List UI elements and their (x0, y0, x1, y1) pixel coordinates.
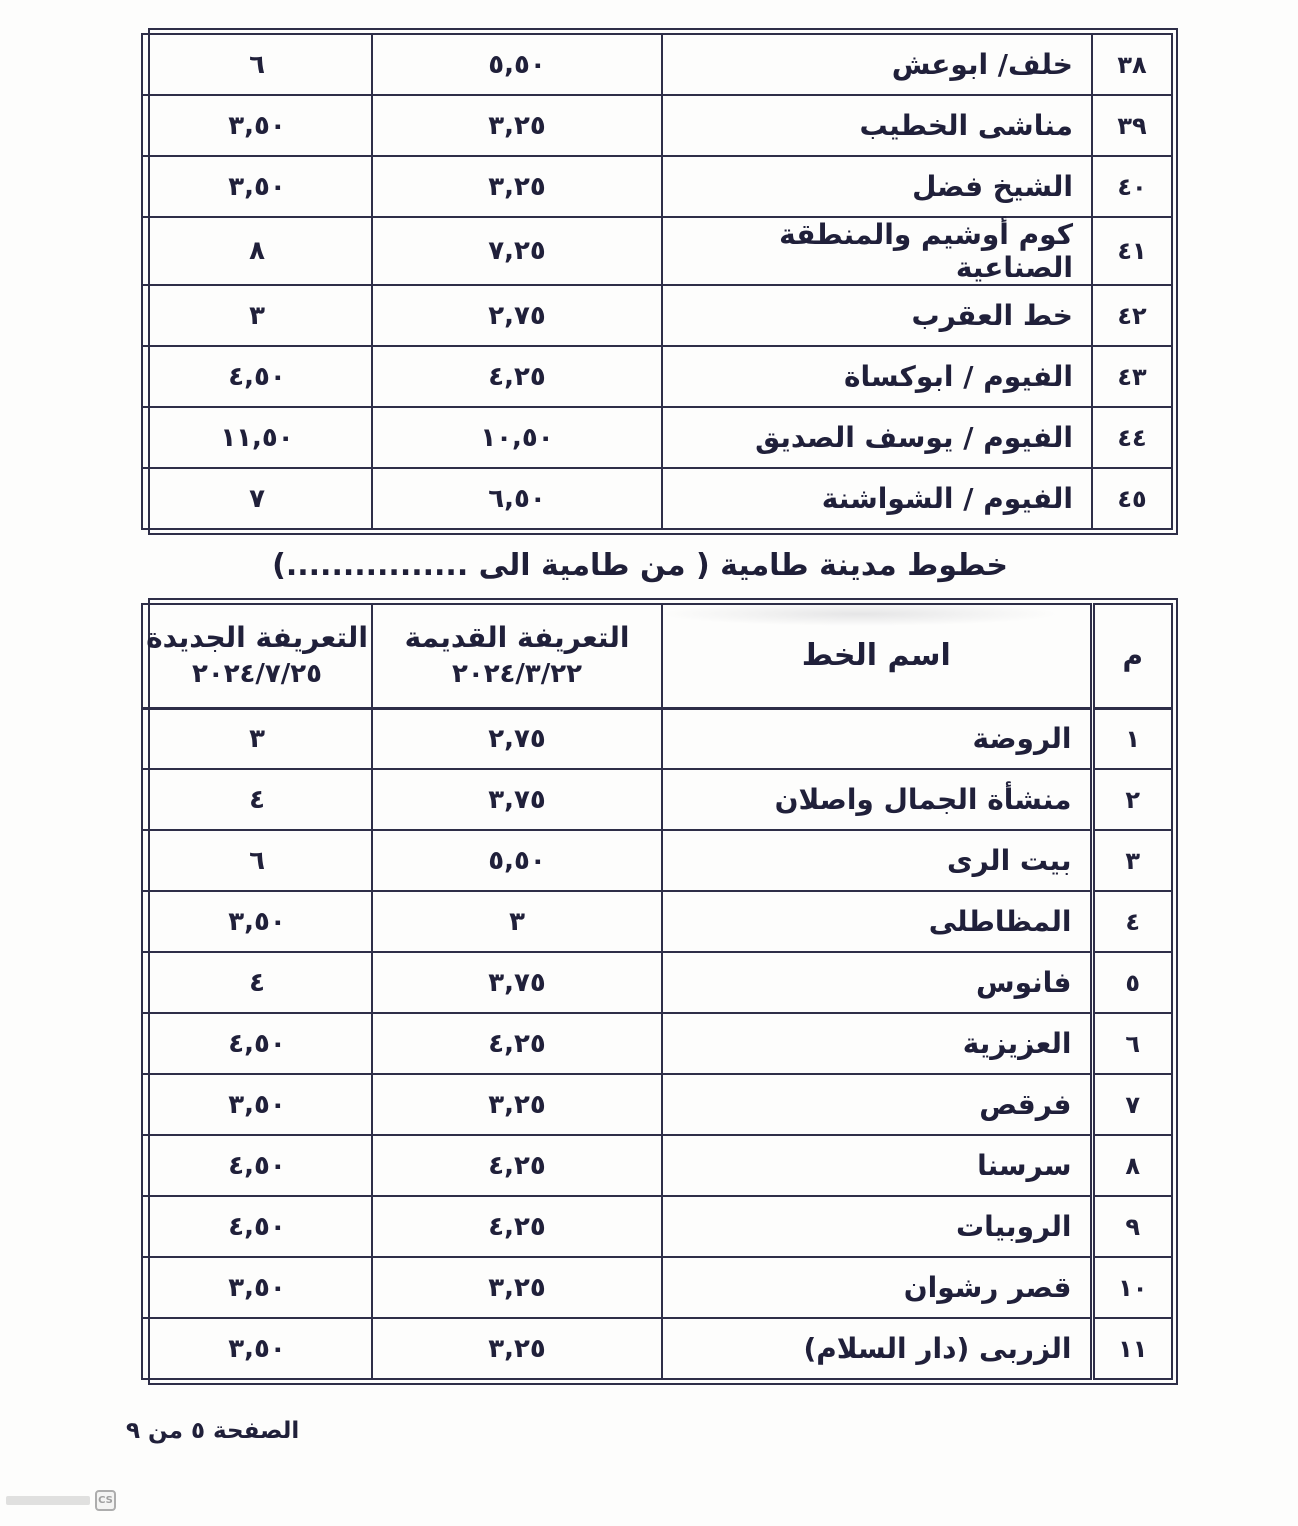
old-tariff-cell: ٦,٥٠ (372, 468, 662, 529)
old-tariff-title: التعريفة القديمة (404, 621, 630, 655)
table-row (142, 1074, 1172, 1135)
line-name-cell: الفيوم / يوسف الصديق (662, 407, 1092, 468)
old-tariff-cell: ٣,٢٥ (372, 1257, 662, 1318)
line-name-cell: فرقص (662, 1074, 1092, 1135)
row-number-cell: ١١ (1092, 1318, 1172, 1379)
new-tariff-cell: ٣,٥٠ (142, 1074, 372, 1135)
line-name-cell: العزيزية (662, 1013, 1092, 1074)
tamiya-lines-tariff-table (148, 598, 1178, 1385)
col-header-new-tariff (142, 604, 372, 708)
old-tariff-cell: ٣,٢٥ (372, 1318, 662, 1379)
table-row (142, 1257, 1172, 1318)
table-row (142, 1135, 1172, 1196)
line-name-cell: كوم أوشيم والمنطقة الصناعية (662, 217, 1092, 285)
section-caption: خطوط مدينة طامية ( من طامية الى ................) (272, 548, 1008, 583)
upper-tariff-table (148, 28, 1178, 535)
line-name-cell: بيت الرى (662, 830, 1092, 891)
new-tariff-cell: ٤ (142, 769, 372, 830)
old-tariff-cell: ٤,٢٥ (372, 1196, 662, 1257)
upper-table-body (142, 34, 1172, 529)
line-name-cell: الزربى (دار السلام) (662, 1318, 1092, 1379)
row-number-cell: ٣٨ (1092, 34, 1172, 95)
line-name-cell: الفيوم / الشواشنة (662, 468, 1092, 529)
table-row (142, 769, 1172, 830)
table-row (142, 34, 1172, 95)
table-row (142, 952, 1172, 1013)
old-tariff-cell: ٤,٢٥ (372, 1135, 662, 1196)
row-number-cell: ٩ (1092, 1196, 1172, 1257)
table-row (142, 1318, 1172, 1379)
line-name-cell: منشأة الجمال واصلان (662, 769, 1092, 830)
line-name-cell: قصر رشوان (662, 1257, 1092, 1318)
watermark-text-illegible (6, 1496, 90, 1505)
row-number-cell: ٨ (1092, 1135, 1172, 1196)
table-row (142, 708, 1172, 769)
line-name-cell: الفيوم / ابوكساة (662, 346, 1092, 407)
line-name-cell: الشيخ فضل (662, 156, 1092, 217)
new-tariff-cell: ٨ (142, 217, 372, 285)
row-number-cell: ١٠ (1092, 1257, 1172, 1318)
new-tariff-cell: ٣,٥٠ (142, 1318, 372, 1379)
old-tariff-cell: ٢,٧٥ (372, 708, 662, 769)
table-row (142, 830, 1172, 891)
old-tariff-cell: ٥,٥٠ (372, 34, 662, 95)
line-name-cell: المظاطلى (662, 891, 1092, 952)
col-header-line-name: اسم الخط (662, 604, 1092, 708)
line-name-cell: مناشى الخطيب (662, 95, 1092, 156)
old-tariff-cell: ٧,٢٥ (372, 217, 662, 285)
col-header-number: م (1092, 604, 1172, 708)
new-tariff-cell: ٣,٥٠ (142, 156, 372, 217)
new-tariff-cell: ٤,٥٠ (142, 1196, 372, 1257)
old-tariff-cell: ٣,٢٥ (372, 95, 662, 156)
page-number: الصفحة ٥ من ٩ (126, 1418, 300, 1444)
new-tariff-cell: ٤ (142, 952, 372, 1013)
new-tariff-cell: ٦ (142, 830, 372, 891)
table-row (142, 407, 1172, 468)
col-header-old-tariff (372, 604, 662, 708)
table-row (142, 1013, 1172, 1074)
table-row (142, 468, 1172, 529)
table-row (142, 95, 1172, 156)
row-number-cell: ٤٥ (1092, 468, 1172, 529)
old-tariff-cell: ٢,٧٥ (372, 285, 662, 346)
old-tariff-cell: ٣ (372, 891, 662, 952)
table-row (142, 217, 1172, 285)
table-row (142, 891, 1172, 952)
tamiya-table-body (142, 708, 1172, 1379)
camscanner-watermark (6, 1490, 116, 1511)
new-tariff-cell: ٣ (142, 285, 372, 346)
tamiya-lines-table-grid (141, 603, 1173, 1380)
new-tariff-cell: ١١,٥٠ (142, 407, 372, 468)
table-row (142, 346, 1172, 407)
table-row (142, 285, 1172, 346)
new-tariff-cell: ٣ (142, 708, 372, 769)
row-number-cell: ٤ (1092, 891, 1172, 952)
line-name-cell: الروبيات (662, 1196, 1092, 1257)
line-name-cell: فانوس (662, 952, 1092, 1013)
line-name-cell: خلف/ ابوعش (662, 34, 1092, 95)
row-number-cell: ٤٣ (1092, 346, 1172, 407)
old-tariff-cell: ١٠,٥٠ (372, 407, 662, 468)
row-number-cell: ٤٠ (1092, 156, 1172, 217)
line-name-cell: سرسنا (662, 1135, 1092, 1196)
row-number-cell: ٧ (1092, 1074, 1172, 1135)
old-tariff-cell: ٥,٥٠ (372, 830, 662, 891)
row-number-cell: ٦ (1092, 1013, 1172, 1074)
old-tariff-cell: ٣,٢٥ (372, 1074, 662, 1135)
new-tariff-cell: ٣,٥٠ (142, 1257, 372, 1318)
new-tariff-cell: ٦ (142, 34, 372, 95)
new-tariff-title: التعريفة الجديدة (146, 621, 368, 655)
row-number-cell: ٥ (1092, 952, 1172, 1013)
line-name-cell: خط العقرب (662, 285, 1092, 346)
row-number-cell: ٤٢ (1092, 285, 1172, 346)
line-name-cell: الروضة (662, 708, 1092, 769)
row-number-cell: ٢ (1092, 769, 1172, 830)
old-tariff-cell: ٣,٢٥ (372, 156, 662, 217)
new-tariff-date: ٢٠٢٤/٧/٢٥ (191, 659, 323, 690)
old-tariff-cell: ٤,٢٥ (372, 346, 662, 407)
new-tariff-cell: ٣,٥٠ (142, 95, 372, 156)
table-row (142, 1196, 1172, 1257)
old-tariff-cell: ٤,٢٥ (372, 1013, 662, 1074)
new-tariff-cell: ٤,٥٠ (142, 1135, 372, 1196)
new-tariff-cell: ٧ (142, 468, 372, 529)
new-tariff-cell: ٣,٥٠ (142, 891, 372, 952)
table-header-row (142, 604, 1172, 708)
old-tariff-cell: ٣,٧٥ (372, 952, 662, 1013)
row-number-cell: ٤١ (1092, 217, 1172, 285)
old-tariff-date: ٢٠٢٤/٣/٢٢ (451, 659, 583, 690)
row-number-cell: ١ (1092, 708, 1172, 769)
old-tariff-cell: ٣,٧٥ (372, 769, 662, 830)
new-tariff-cell: ٤,٥٠ (142, 1013, 372, 1074)
new-tariff-cell: ٤,٥٠ (142, 346, 372, 407)
row-number-cell: ٤٤ (1092, 407, 1172, 468)
upper-tariff-table-grid (141, 33, 1173, 530)
camscanner-logo-icon: CS (95, 1490, 116, 1511)
table-row (142, 156, 1172, 217)
row-number-cell: ٣ (1092, 830, 1172, 891)
row-number-cell: ٣٩ (1092, 95, 1172, 156)
